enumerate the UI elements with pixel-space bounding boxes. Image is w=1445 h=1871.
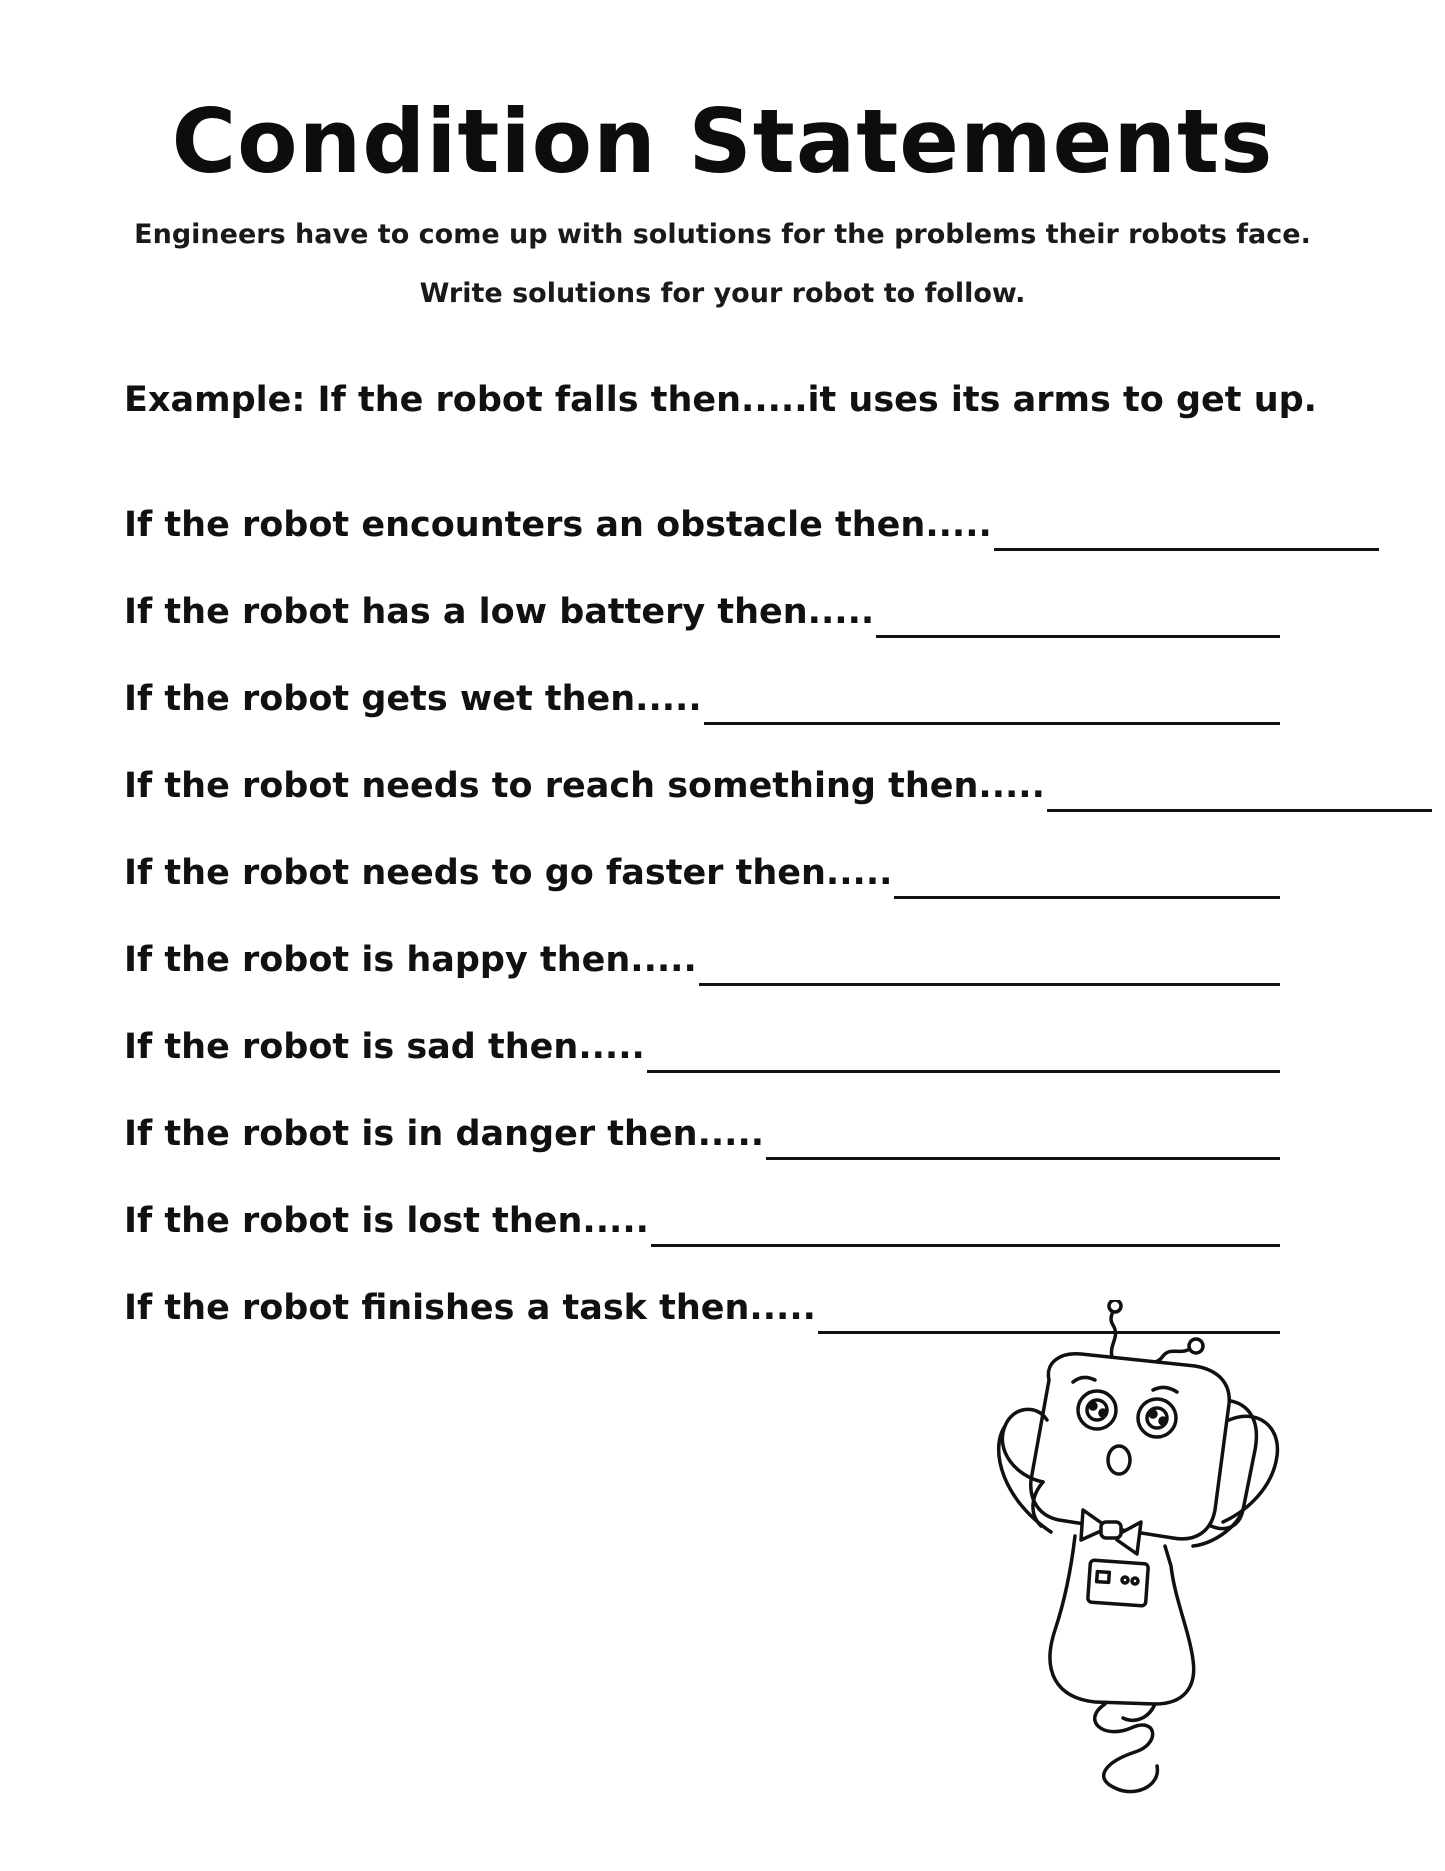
prompt-row-danger (124, 1073, 1280, 1160)
answer-field-wet[interactable] (704, 681, 1280, 725)
prompt-list (124, 464, 1280, 1334)
prompt-row-lost (124, 1160, 1280, 1247)
prompt-row-reach (124, 725, 1280, 812)
prompt-label: If the robot needs to go faster then..... (124, 853, 893, 893)
answer-field-faster[interactable] (894, 855, 1280, 899)
prompt-row-faster (124, 812, 1280, 899)
prompt-row-wet (124, 638, 1280, 725)
answer-field-obstacle[interactable] (994, 507, 1379, 551)
prompt-row-sad (124, 986, 1280, 1073)
answer-field-sad[interactable] (647, 1029, 1280, 1073)
prompt-row-obstacle (124, 464, 1280, 551)
prompt-label: If the robot finishes a task then..... (124, 1288, 816, 1328)
prompt-row-happy (124, 899, 1280, 986)
prompt-label: If the robot is lost then..... (124, 1201, 649, 1241)
prompt-row-low-battery (124, 551, 1280, 638)
answer-field-happy[interactable] (699, 942, 1280, 986)
prompt-label: If the robot is happy then..... (124, 940, 697, 980)
instructions-line-1: Engineers have to come up with solutions for the problems their robots face. (134, 219, 1311, 250)
answer-field-low-battery[interactable] (876, 594, 1280, 638)
prompt-label: If the robot is sad then..... (124, 1027, 645, 1067)
prompt-label: If the robot encounters an obstacle then..... (124, 505, 992, 545)
prompt-label: If the robot needs to reach something then..... (124, 766, 1045, 806)
prompt-label: If the robot gets wet then..... (124, 679, 702, 719)
robot-icon (985, 1300, 1315, 1800)
answer-field-reach[interactable] (1047, 768, 1432, 812)
example-statement: Example: If the robot falls then.....it uses its arms to get up. (124, 380, 1317, 420)
prompt-label: If the robot has a low battery then..... (124, 592, 875, 632)
page-title: Condition Statements (171, 90, 1274, 193)
answer-field-lost[interactable] (651, 1203, 1280, 1247)
answer-field-danger[interactable] (766, 1116, 1280, 1160)
prompt-label: If the robot is in danger then..... (124, 1114, 765, 1154)
instructions-line-2: Write solutions for your robot to follow. (419, 278, 1026, 309)
